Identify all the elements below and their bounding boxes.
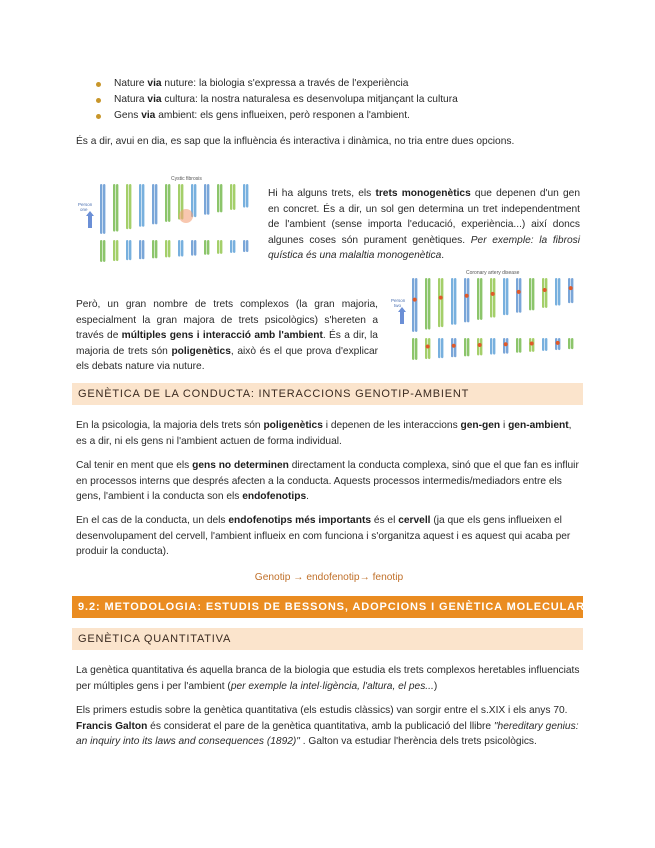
chromosome-shape xyxy=(412,278,414,332)
chromosome-shape xyxy=(155,240,157,258)
chromosome-shape xyxy=(545,338,547,351)
gene-marker xyxy=(530,342,534,346)
chromosome-shape xyxy=(454,338,456,357)
chromosome-shape xyxy=(529,278,531,310)
chromosome-shape xyxy=(178,240,180,257)
chromosome-shape xyxy=(233,240,235,253)
bullet-item: Gens via ambient: els gens influeixen, però responen a l'ambient. xyxy=(96,108,458,124)
chromosome-shape xyxy=(438,278,440,327)
coronary-disease-figure xyxy=(390,266,584,370)
gene-marker xyxy=(543,288,547,292)
chromosome-shape xyxy=(230,240,232,253)
chromosome-shape xyxy=(571,338,573,349)
gene-marker xyxy=(439,296,443,300)
chromosome-shape xyxy=(129,240,131,260)
gene-marker xyxy=(465,294,469,298)
polygenetic-paragraph: Però, un gran nombre de trets complexos (la gran majoria, especialment la gran majora de trets psicològics) s'hereten a través de múltiples gens i interacció amb l'ambient. És a dir, la majoria de trets són poligenètics, això és el que prova d'explicar els debats nature via nuture. xyxy=(76,299,379,372)
chromosome-shape xyxy=(415,338,417,360)
chromosome-shape xyxy=(220,240,222,254)
bullet-item: Nature via nuture: la biologia s'expressa a través de l'experiència xyxy=(96,76,458,92)
chromosome-shape xyxy=(477,278,479,320)
fig2-person-label: Person xyxy=(391,298,406,303)
chromosome-shape xyxy=(100,240,102,262)
chromosome-shape xyxy=(126,184,128,229)
chromosome-shape xyxy=(217,240,219,254)
intro-paragraph: És a dir, avui en dia, es sap que la influència és interactiva i dinàmica, no tria entre dues opcions. xyxy=(76,136,515,147)
monogenetic-paragraph: Hi ha alguns trets, els trets monogenètics que depenen d'un gen en concret. És a dir, un sol gen determina un tret independentment de l'ambient (sense importa l'educació, experiència...) així doncs algunes coses són purament genètiques. Per exemple: la fibrosi quística és una malaltia monogenètica. xyxy=(268,188,581,261)
fig1-person-label: Person xyxy=(78,202,93,207)
chromosome-shape xyxy=(129,184,131,229)
gene-marker xyxy=(569,286,573,290)
chromosome-shape xyxy=(441,278,443,327)
gene-marker xyxy=(504,342,508,346)
bullet-item: Natura via cultura: la nostra naturalesa es desenvolupa mitjançant la cultura xyxy=(96,92,458,108)
chromosome-shape xyxy=(152,240,154,258)
chromosome-shape xyxy=(139,240,141,259)
chromosome-shape xyxy=(230,184,232,210)
paragraph-galton: Els primers estudis sobre la genètica quantitativa (els estudis clàssics) van sorgir entre el s.XIX i els anys 70. Francis Galton és considerat el pare de la genètica quantitativa, amb la publicació del llibre "hereditary genius: an inquiry into its laws and consequences (1892)" . Galton va estudiar l'herència dels trets psicològics. xyxy=(76,705,579,747)
chromosome-shape xyxy=(139,184,141,227)
chromosome-shape xyxy=(428,278,430,330)
chromosome-shape xyxy=(204,184,206,215)
chromosome-shape xyxy=(155,184,157,224)
gene-marker xyxy=(556,341,560,345)
cystic-fibrosis-figure xyxy=(76,172,260,276)
chromosome-shape xyxy=(490,338,492,355)
chromosome-shape xyxy=(165,184,167,222)
bullet-list xyxy=(96,76,458,124)
chromosome-shape xyxy=(542,338,544,351)
chromosome-shape xyxy=(503,278,505,315)
chromosome-shape xyxy=(568,338,570,349)
chromosome-shape xyxy=(207,184,209,215)
fig2-person-label-2: two xyxy=(394,303,402,308)
chromosome-shape xyxy=(542,278,544,308)
chromosome-shape xyxy=(480,278,482,320)
chromosome-shape xyxy=(113,240,115,261)
paragraph-brain: En el cas de la conducta, un dels endofenotips més importants és el cervell (ja que els gens influeixen el desenvolupament del cervell, l'ambient influeix en com funciona i s'organitza aquest i es aquest qui acaba per produir la conducta). xyxy=(76,515,571,557)
chromosome-shape xyxy=(493,338,495,355)
gene-marker xyxy=(413,298,417,302)
chromosome-shape xyxy=(555,278,557,306)
chromosome-shape xyxy=(181,240,183,257)
chromosome-shape xyxy=(425,338,427,359)
chromosome-shape xyxy=(168,184,170,222)
chromosome-shape xyxy=(204,240,206,255)
chromosome-shape xyxy=(142,184,144,227)
chromosome-shape xyxy=(568,278,570,303)
gene-marker xyxy=(491,292,495,296)
chromosome-shape xyxy=(142,240,144,259)
chromosome-shape xyxy=(191,240,193,256)
chromosome-shape xyxy=(103,240,105,262)
section-heading-quantitative-genetics: GENÈTICA QUANTITATIVA xyxy=(72,628,583,650)
chromosome-shape xyxy=(243,240,245,252)
chromosome-shape xyxy=(467,338,469,356)
chromosome-shape xyxy=(545,278,547,308)
chromosome-shape xyxy=(217,184,219,212)
chromosome-shape xyxy=(441,338,443,358)
fig2-title: Coronary artery disease xyxy=(466,270,520,276)
chromosome-shape xyxy=(194,240,196,256)
chromosome-shape xyxy=(571,278,573,303)
chromosome-shape xyxy=(438,338,440,358)
chromosome-shape xyxy=(428,338,430,359)
chromosome-shape xyxy=(516,338,518,353)
chromosome-shape xyxy=(415,278,417,332)
chromosome-shape xyxy=(116,184,118,232)
chromosome-shape xyxy=(168,240,170,258)
chromosome-shape xyxy=(451,338,453,357)
paragraph-quantitative-definition: La genètica quantitativa és aquella branca de la biologia que estudia els trets complexos heretables influenciats per múltiples gens i per l'ambient (per exemple la intel·ligència, l'altura, el pes...) xyxy=(76,665,580,692)
section-heading-genotype-environment: GENÈTICA DE LA CONDUCTA: INTERACCIONS GENOTIP-AMBIENT xyxy=(72,383,583,405)
chromosome-shape xyxy=(451,278,453,325)
chromosome-shape xyxy=(516,278,518,313)
chromosome-shape xyxy=(100,184,102,234)
chromosome-shape xyxy=(126,240,128,260)
chromosome-shape xyxy=(116,240,118,261)
gene-marker xyxy=(452,344,456,348)
chromosome-shape xyxy=(194,184,196,217)
chromosome-shape xyxy=(152,184,154,224)
paragraph-polygenetic-psychology: En la psicologia, la majoria dels trets són poligenètics i depenen de les interaccions gen-gen i gen-ambient, es a dir, ni els gens ni l'ambient actuen de forma individual. xyxy=(76,420,572,447)
chromosome-shape xyxy=(519,278,521,313)
chromosome-shape xyxy=(165,240,167,258)
chromosome-shape xyxy=(233,184,235,210)
chromosome-shape xyxy=(454,278,456,325)
genotype-flow: Genotip → endofenotip→ fenotip xyxy=(254,572,404,583)
chromosome-shape xyxy=(467,278,469,322)
gene-marker xyxy=(517,290,521,294)
chromosome-shape xyxy=(103,184,105,234)
chromosome-shape xyxy=(113,184,115,232)
chromosome-shape xyxy=(425,278,427,330)
chromosome-shape xyxy=(412,338,414,360)
section-heading-methodology: 9.2: METODOLOGIA: ESTUDIS DE BESSONS, ADOPCIONS I GENÈTICA MOLECULAR xyxy=(72,596,583,618)
paragraph-endophenotypes: Cal tenir en ment que els gens no determinen directament la conducta complexa, sinó que el que fan es influir en processos interns que després afecten a la conducta. Aquests processos intermedis/mediadors entre els gens, l'ambient i la conducta son els endofenotips. xyxy=(76,460,579,502)
gene-marker xyxy=(478,343,482,347)
chromosome-shape xyxy=(464,338,466,356)
chromosome-shape xyxy=(246,240,248,252)
fig1-title: Cystic fibrosis xyxy=(171,176,202,182)
chromosome-shape xyxy=(464,278,466,322)
chromosome-shape xyxy=(490,278,492,318)
chromosome-shape xyxy=(519,338,521,353)
chromosome-shape xyxy=(532,278,534,310)
chromosome-shape xyxy=(493,278,495,318)
chromosome-shape xyxy=(506,278,508,315)
chromosome-shape xyxy=(220,184,222,212)
fig1-person-label-2: one xyxy=(80,207,88,212)
chromosome-shape xyxy=(246,184,248,208)
chromosome-shape xyxy=(558,278,560,306)
gene-marker xyxy=(426,344,430,348)
chromosome-shape xyxy=(243,184,245,208)
chromosome-shape xyxy=(207,240,209,255)
